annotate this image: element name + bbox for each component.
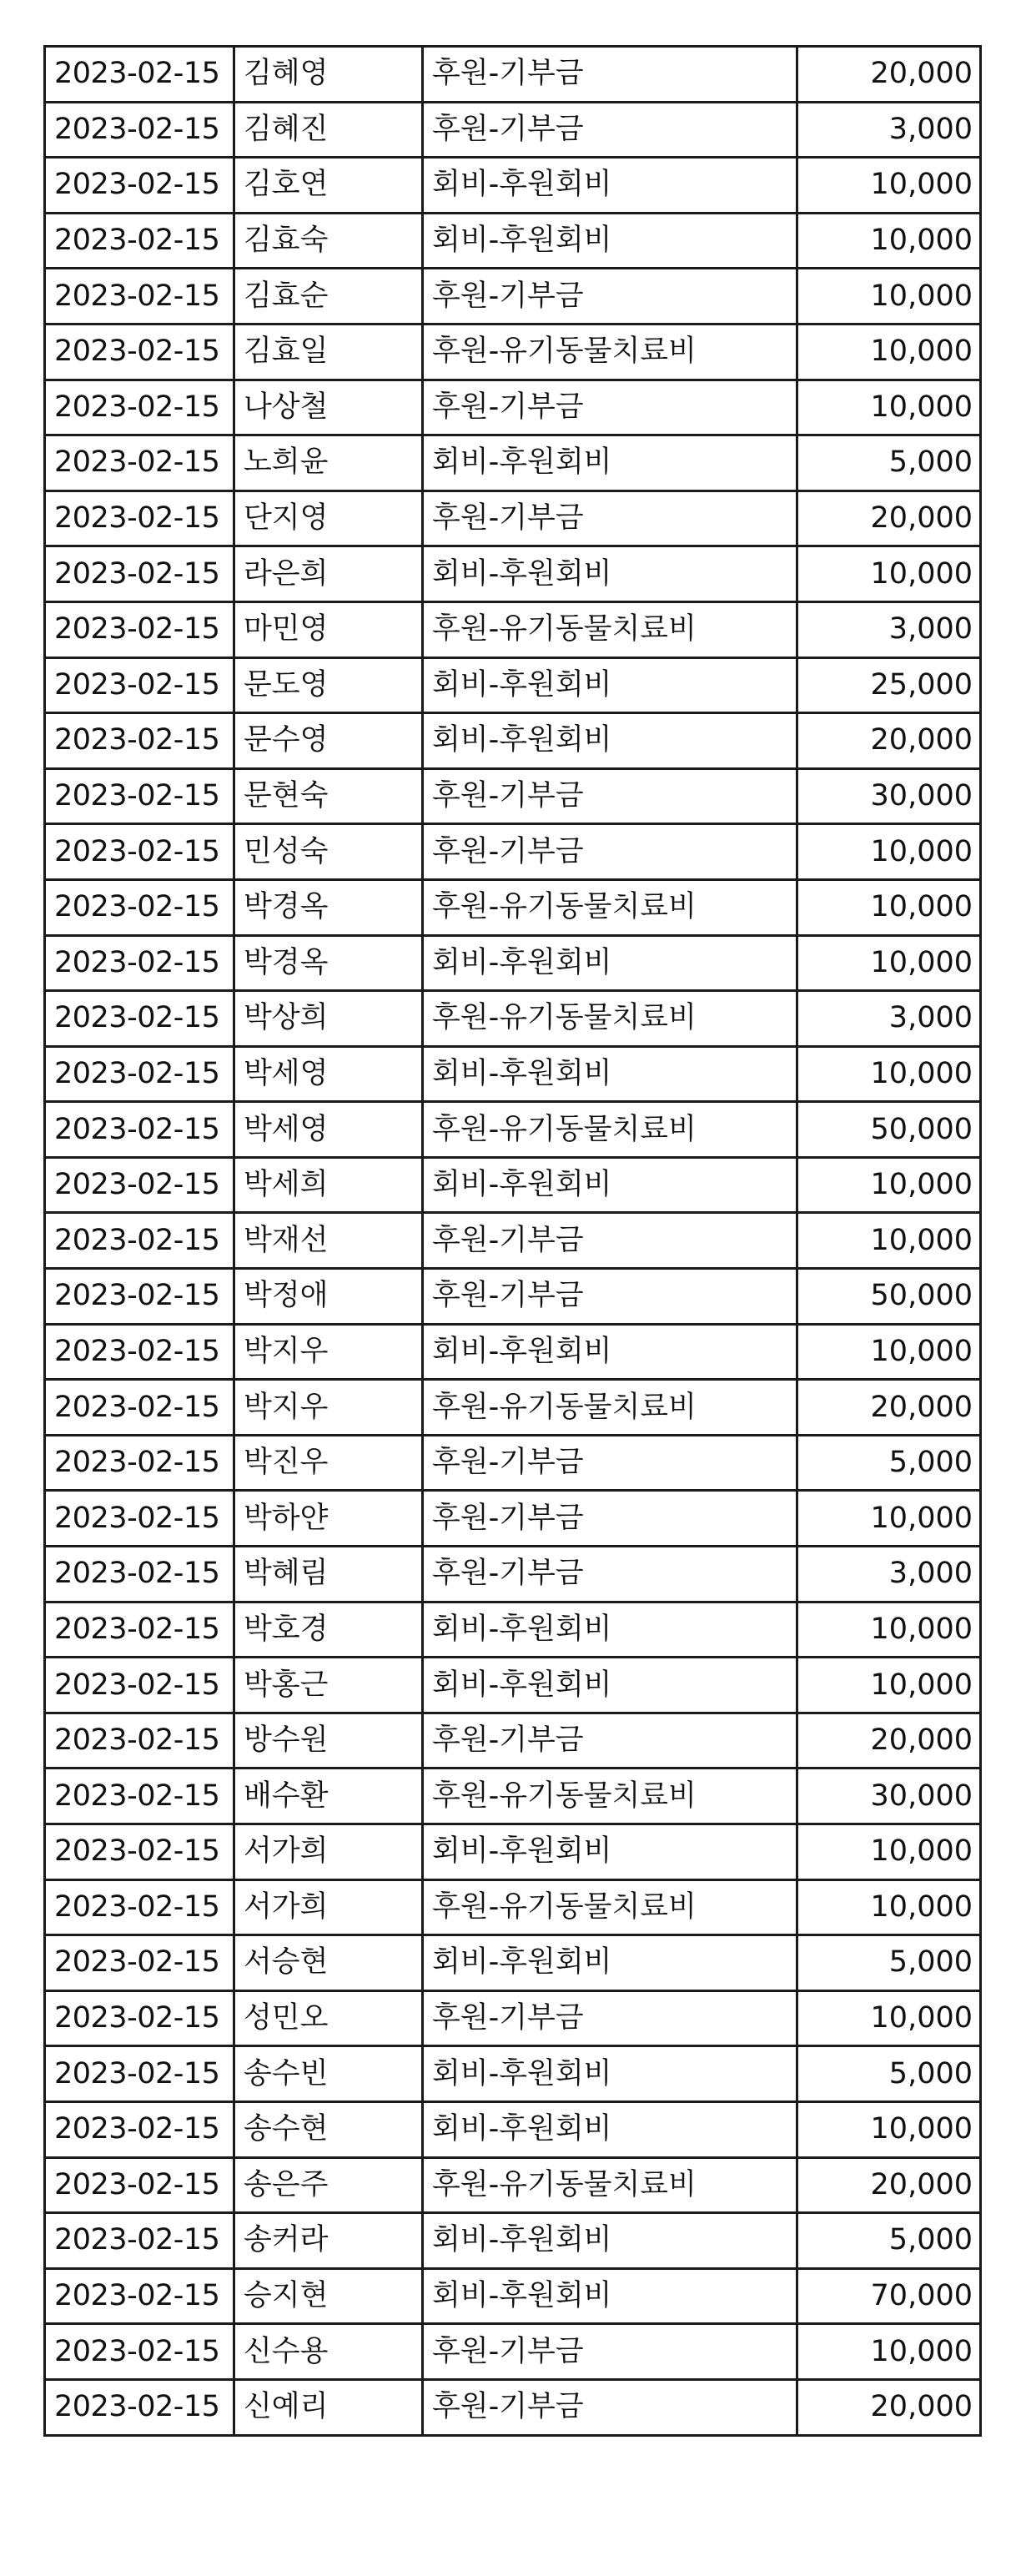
category-cell: 후원-기부금 xyxy=(423,824,797,880)
category-cell: 후원-유기동물치료비 xyxy=(423,1768,797,1824)
table-row xyxy=(45,1935,981,1991)
amount-cell: 10,000 xyxy=(797,546,981,602)
amount-cell: 50,000 xyxy=(797,1269,981,1325)
donor-name-cell: 박지우 xyxy=(234,1324,423,1380)
category-cell: 후원-기부금 xyxy=(423,2324,797,2380)
donor-name-cell: 나상철 xyxy=(234,380,423,435)
category-cell: 회비-후원회비 xyxy=(423,2268,797,2324)
table-row xyxy=(45,2379,981,2435)
date-cell: 2023-02-15 xyxy=(45,491,234,546)
table-row xyxy=(45,1879,981,1935)
category-cell: 후원-유기동물치료비 xyxy=(423,991,797,1047)
amount-cell: 10,000 xyxy=(797,158,981,214)
amount-cell: 20,000 xyxy=(797,1380,981,1436)
amount-cell: 10,000 xyxy=(797,1824,981,1880)
amount-cell: 5,000 xyxy=(797,435,981,491)
amount-cell: 20,000 xyxy=(797,713,981,769)
date-cell: 2023-02-15 xyxy=(45,2046,234,2102)
amount-cell: 30,000 xyxy=(797,768,981,824)
date-cell: 2023-02-15 xyxy=(45,47,234,103)
date-cell: 2023-02-15 xyxy=(45,879,234,935)
date-cell: 2023-02-15 xyxy=(45,1324,234,1380)
category-cell: 후원-기부금 xyxy=(423,2379,797,2435)
date-cell: 2023-02-15 xyxy=(45,2324,234,2380)
donor-name-cell: 박세영 xyxy=(234,1046,423,1102)
donor-name-cell: 신수용 xyxy=(234,2324,423,2380)
amount-cell: 10,000 xyxy=(797,1213,981,1269)
category-cell: 후원-기부금 xyxy=(423,1269,797,1325)
donor-name-cell: 성민오 xyxy=(234,1990,423,2046)
date-cell: 2023-02-15 xyxy=(45,713,234,769)
donor-name-cell: 서가희 xyxy=(234,1879,423,1935)
table-row xyxy=(45,213,981,269)
category-cell: 후원-유기동물치료비 xyxy=(423,1380,797,1436)
table-row xyxy=(45,1046,981,1102)
amount-cell: 10,000 xyxy=(797,1658,981,1713)
category-cell: 후원-유기동물치료비 xyxy=(423,601,797,657)
donor-name-cell: 라은희 xyxy=(234,546,423,602)
donor-name-cell: 박홍근 xyxy=(234,1658,423,1713)
table-row xyxy=(45,491,981,546)
ledger-body xyxy=(45,47,981,2436)
category-cell: 회비-후원회비 xyxy=(423,2046,797,2102)
date-cell: 2023-02-15 xyxy=(45,158,234,214)
amount-cell: 20,000 xyxy=(797,2379,981,2435)
amount-cell: 3,000 xyxy=(797,1547,981,1602)
category-cell: 후원-기부금 xyxy=(423,1990,797,2046)
donor-name-cell: 박정애 xyxy=(234,1269,423,1325)
table-row xyxy=(45,1824,981,1880)
amount-cell: 10,000 xyxy=(797,2101,981,2157)
category-cell: 회비-후원회비 xyxy=(423,1324,797,1380)
date-cell: 2023-02-15 xyxy=(45,1102,234,1158)
table-row xyxy=(45,2213,981,2269)
table-row xyxy=(45,713,981,769)
donor-name-cell: 단지영 xyxy=(234,491,423,546)
category-cell: 회비-후원회비 xyxy=(423,158,797,214)
date-cell: 2023-02-15 xyxy=(45,601,234,657)
date-cell: 2023-02-15 xyxy=(45,269,234,325)
date-cell: 2023-02-15 xyxy=(45,1713,234,1768)
date-cell: 2023-02-15 xyxy=(45,2101,234,2157)
table-row xyxy=(45,1713,981,1768)
category-cell: 후원-유기동물치료비 xyxy=(423,324,797,380)
donor-name-cell: 방수원 xyxy=(234,1713,423,1768)
table-row xyxy=(45,1102,981,1158)
table-row xyxy=(45,1658,981,1713)
date-cell: 2023-02-15 xyxy=(45,324,234,380)
category-cell: 후원-유기동물치료비 xyxy=(423,879,797,935)
table-row xyxy=(45,1491,981,1547)
table-row xyxy=(45,1380,981,1436)
table-row xyxy=(45,879,981,935)
amount-cell: 10,000 xyxy=(797,1324,981,1380)
table-row xyxy=(45,2046,981,2102)
table-row xyxy=(45,546,981,602)
amount-cell: 20,000 xyxy=(797,2157,981,2213)
donor-name-cell: 박경옥 xyxy=(234,879,423,935)
date-cell: 2023-02-15 xyxy=(45,1046,234,1102)
category-cell: 회비-후원회비 xyxy=(423,1046,797,1102)
amount-cell: 10,000 xyxy=(797,2324,981,2380)
date-cell: 2023-02-15 xyxy=(45,1935,234,1991)
category-cell: 후원-기부금 xyxy=(423,1435,797,1491)
date-cell: 2023-02-15 xyxy=(45,824,234,880)
amount-cell: 10,000 xyxy=(797,380,981,435)
donor-name-cell: 김혜진 xyxy=(234,102,423,158)
amount-cell: 5,000 xyxy=(797,1935,981,1991)
category-cell: 회비-후원회비 xyxy=(423,435,797,491)
category-cell: 회비-후원회비 xyxy=(423,2101,797,2157)
donor-name-cell: 박호경 xyxy=(234,1602,423,1658)
date-cell: 2023-02-15 xyxy=(45,2379,234,2435)
date-cell: 2023-02-15 xyxy=(45,1990,234,2046)
date-cell: 2023-02-15 xyxy=(45,1547,234,1602)
donor-name-cell: 박경옥 xyxy=(234,935,423,991)
category-cell: 회비-후원회비 xyxy=(423,1602,797,1658)
donor-name-cell: 박진우 xyxy=(234,1435,423,1491)
table-row xyxy=(45,47,981,103)
amount-cell: 10,000 xyxy=(797,324,981,380)
date-cell: 2023-02-15 xyxy=(45,2213,234,2269)
donor-name-cell: 민성숙 xyxy=(234,824,423,880)
table-row xyxy=(45,435,981,491)
date-cell: 2023-02-15 xyxy=(45,1491,234,1547)
table-row xyxy=(45,657,981,713)
table-row xyxy=(45,1213,981,1269)
category-cell: 후원-기부금 xyxy=(423,491,797,546)
amount-cell: 10,000 xyxy=(797,879,981,935)
table-row xyxy=(45,991,981,1047)
date-cell: 2023-02-15 xyxy=(45,1269,234,1325)
donor-name-cell: 김호연 xyxy=(234,158,423,214)
donor-name-cell: 서승현 xyxy=(234,1935,423,1991)
donor-name-cell: 박세희 xyxy=(234,1157,423,1213)
date-cell: 2023-02-15 xyxy=(45,2268,234,2324)
category-cell: 회비-후원회비 xyxy=(423,935,797,991)
donor-name-cell: 신예리 xyxy=(234,2379,423,2435)
category-cell: 후원-유기동물치료비 xyxy=(423,1879,797,1935)
category-cell: 후원-기부금 xyxy=(423,1213,797,1269)
category-cell: 후원-기부금 xyxy=(423,102,797,158)
date-cell: 2023-02-15 xyxy=(45,435,234,491)
table-row xyxy=(45,102,981,158)
donor-name-cell: 마민영 xyxy=(234,601,423,657)
table-row xyxy=(45,1435,981,1491)
table-row xyxy=(45,158,981,214)
donor-name-cell: 박재선 xyxy=(234,1213,423,1269)
category-cell: 회비-후원회비 xyxy=(423,2213,797,2269)
date-cell: 2023-02-15 xyxy=(45,1824,234,1880)
amount-cell: 10,000 xyxy=(797,1879,981,1935)
date-cell: 2023-02-15 xyxy=(45,1879,234,1935)
table-row xyxy=(45,1602,981,1658)
donation-ledger-table xyxy=(43,45,982,2437)
donor-name-cell: 송수빈 xyxy=(234,2046,423,2102)
category-cell: 회비-후원회비 xyxy=(423,1157,797,1213)
donor-name-cell: 박혜림 xyxy=(234,1547,423,1602)
donor-name-cell: 박지우 xyxy=(234,1380,423,1436)
table-row xyxy=(45,1157,981,1213)
category-cell: 후원-기부금 xyxy=(423,1547,797,1602)
amount-cell: 10,000 xyxy=(797,269,981,325)
date-cell: 2023-02-15 xyxy=(45,991,234,1047)
date-cell: 2023-02-15 xyxy=(45,1157,234,1213)
category-cell: 회비-후원회비 xyxy=(423,1658,797,1713)
date-cell: 2023-02-15 xyxy=(45,1768,234,1824)
date-cell: 2023-02-15 xyxy=(45,2157,234,2213)
donor-name-cell: 박상희 xyxy=(234,991,423,1047)
amount-cell: 25,000 xyxy=(797,657,981,713)
donor-name-cell: 승지현 xyxy=(234,2268,423,2324)
donor-name-cell: 김효숙 xyxy=(234,213,423,269)
donor-name-cell: 배수환 xyxy=(234,1768,423,1824)
table-row xyxy=(45,824,981,880)
table-row xyxy=(45,1990,981,2046)
category-cell: 후원-기부금 xyxy=(423,768,797,824)
category-cell: 회비-후원회비 xyxy=(423,1935,797,1991)
donor-name-cell: 문도영 xyxy=(234,657,423,713)
table-row xyxy=(45,935,981,991)
table-row xyxy=(45,269,981,325)
date-cell: 2023-02-15 xyxy=(45,380,234,435)
amount-cell: 70,000 xyxy=(797,2268,981,2324)
donor-name-cell: 노희윤 xyxy=(234,435,423,491)
donor-name-cell: 송은주 xyxy=(234,2157,423,2213)
table-row xyxy=(45,1269,981,1325)
table-row xyxy=(45,2324,981,2380)
amount-cell: 20,000 xyxy=(797,491,981,546)
amount-cell: 10,000 xyxy=(797,1157,981,1213)
category-cell: 회비-후원회비 xyxy=(423,713,797,769)
table-row xyxy=(45,768,981,824)
table-row xyxy=(45,601,981,657)
table-row xyxy=(45,2101,981,2157)
category-cell: 후원-기부금 xyxy=(423,47,797,103)
date-cell: 2023-02-15 xyxy=(45,935,234,991)
donor-name-cell: 김혜영 xyxy=(234,47,423,103)
date-cell: 2023-02-15 xyxy=(45,1213,234,1269)
amount-cell: 5,000 xyxy=(797,2046,981,2102)
table-row xyxy=(45,324,981,380)
donor-name-cell: 박세영 xyxy=(234,1102,423,1158)
category-cell: 후원-기부금 xyxy=(423,1713,797,1768)
date-cell: 2023-02-15 xyxy=(45,213,234,269)
donor-name-cell: 박하얀 xyxy=(234,1491,423,1547)
category-cell: 후원-기부금 xyxy=(423,380,797,435)
amount-cell: 10,000 xyxy=(797,1990,981,2046)
date-cell: 2023-02-15 xyxy=(45,657,234,713)
date-cell: 2023-02-15 xyxy=(45,1380,234,1436)
donor-name-cell: 서가희 xyxy=(234,1824,423,1880)
amount-cell: 3,000 xyxy=(797,601,981,657)
date-cell: 2023-02-15 xyxy=(45,1602,234,1658)
date-cell: 2023-02-15 xyxy=(45,1435,234,1491)
amount-cell: 3,000 xyxy=(797,102,981,158)
table-row xyxy=(45,1547,981,1602)
category-cell: 후원-유기동물치료비 xyxy=(423,2157,797,2213)
donor-name-cell: 송커라 xyxy=(234,2213,423,2269)
amount-cell: 10,000 xyxy=(797,213,981,269)
amount-cell: 10,000 xyxy=(797,1046,981,1102)
amount-cell: 10,000 xyxy=(797,935,981,991)
donor-name-cell: 문현숙 xyxy=(234,768,423,824)
date-cell: 2023-02-15 xyxy=(45,768,234,824)
donor-name-cell: 김효순 xyxy=(234,269,423,325)
donor-name-cell: 송수현 xyxy=(234,2101,423,2157)
table-row xyxy=(45,1324,981,1380)
category-cell: 후원-유기동물치료비 xyxy=(423,1102,797,1158)
amount-cell: 10,000 xyxy=(797,824,981,880)
date-cell: 2023-02-15 xyxy=(45,546,234,602)
donor-name-cell: 김효일 xyxy=(234,324,423,380)
amount-cell: 20,000 xyxy=(797,47,981,103)
category-cell: 회비-후원회비 xyxy=(423,1824,797,1880)
amount-cell: 10,000 xyxy=(797,1602,981,1658)
date-cell: 2023-02-15 xyxy=(45,102,234,158)
category-cell: 회비-후원회비 xyxy=(423,213,797,269)
category-cell: 회비-후원회비 xyxy=(423,546,797,602)
amount-cell: 5,000 xyxy=(797,1435,981,1491)
amount-cell: 5,000 xyxy=(797,2213,981,2269)
amount-cell: 20,000 xyxy=(797,1713,981,1768)
category-cell: 후원-기부금 xyxy=(423,269,797,325)
amount-cell: 3,000 xyxy=(797,991,981,1047)
category-cell: 회비-후원회비 xyxy=(423,657,797,713)
table-row xyxy=(45,1768,981,1824)
table-row xyxy=(45,2157,981,2213)
amount-cell: 10,000 xyxy=(797,1491,981,1547)
category-cell: 후원-기부금 xyxy=(423,1491,797,1547)
date-cell: 2023-02-15 xyxy=(45,1658,234,1713)
table-row xyxy=(45,2268,981,2324)
amount-cell: 50,000 xyxy=(797,1102,981,1158)
table-row xyxy=(45,380,981,435)
donor-name-cell: 문수영 xyxy=(234,713,423,769)
amount-cell: 30,000 xyxy=(797,1768,981,1824)
